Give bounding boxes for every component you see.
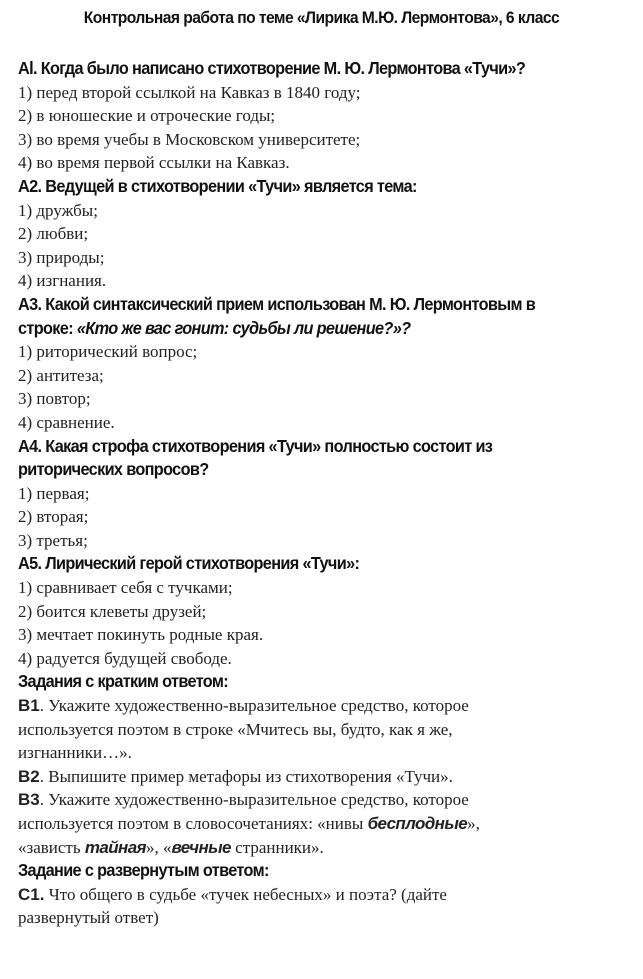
task-b2-label: В2 [18,766,40,786]
answer-option: 3) мечтает покинуть родные края. [18,625,264,645]
answer-option: 4) сравнение. [18,412,115,432]
emphasized-word: вечные [171,837,231,857]
task-b3-line3 [18,836,630,860]
question-a3-prefix: строке: [18,317,77,338]
task-b2-line1 [18,765,630,789]
task-b1-line2: используется поэтом в строке «Мчитесь вы, будто, как я же, [18,719,453,739]
task-b3-text: используется поэтом в словосочетаниях: «нивы [18,814,368,833]
answer-option: 1) сравнивает себя с тучками; [18,578,233,598]
question-a4-line2: риторических вопросов? [18,459,209,480]
answer-option: 3) природы; [18,247,105,267]
long-answer-header: Задание с развернутым ответом: [18,860,269,881]
worksheet-content [18,57,630,930]
question-a3-quote: «Кто же вас гонит: судьбы ли решение?»? [76,317,411,338]
question-a1: Al. Когда было написано стихотворение М. Ю. Лермонтова «Тучи»? [18,58,526,78]
task-c1-line2: развернутый ответ) [18,908,159,928]
task-b3-text: », « [145,837,172,857]
answer-option: 2) любви; [18,224,89,244]
task-b1-line3: изгнанники…». [18,743,132,763]
question-a2: А2. Ведущей в стихотворении «Тучи» является тема: [18,175,417,196]
question-a5: А5. Лирический герой стихотворения «Тучи»: [18,553,360,574]
answer-option: 4) радуется будущей свободе. [18,648,232,668]
page-title: Контрольная работа по теме «Лирика М.Ю. Лермонтова», 6 класс [83,8,560,27]
answer-option: 3) повтор; [18,389,91,409]
answer-option: 2) вторая; [18,507,89,527]
task-c1-line1 [18,883,630,907]
task-c1-label: С1. [18,884,45,904]
answer-option: 1) дружбы; [18,200,98,220]
answer-option: 1) перед второй ссылкой на Кавказ в 1840 году; [18,82,361,102]
emphasized-word: бесплодные [367,814,468,833]
task-b3-line2 [18,812,630,836]
short-answer-header: Задания с кратким ответом: [18,671,229,692]
task-b1-text: . Укажите художественно-выразительное средство, которое [39,696,469,716]
task-b3-text: «зависть [18,837,85,857]
answer-option: 1) первая; [18,483,90,503]
task-b2-text: . Выпишите пример метафоры из стихотворения «Тучи». [39,766,453,786]
answer-option: 2) антитеза; [18,365,104,385]
task-b3-label: В3 [18,790,40,810]
answer-option: 1) риторический вопрос; [18,342,198,362]
answer-option: 2) боится клеветы друзей; [18,601,207,621]
task-b1-label: В1 [18,696,40,716]
task-b3-text: », [467,814,480,833]
task-b1-line1 [18,694,630,718]
task-b3-text: странники». [230,837,324,857]
answer-option: 2) в юношеские и отроческие годы; [18,106,276,126]
emphasized-word: тайная [84,837,146,857]
question-a3-line2 [18,317,587,341]
answer-option: 4) изгнания. [18,271,107,291]
task-c1-text: Что общего в судьбе «тучек небесных» и поэта? (дайте [44,884,447,904]
question-a3-line1: А3. Какой синтаксический прием использован М. Ю. Лермонтовым в [18,293,536,314]
answer-option: 3) во время учебы в Московском университете; [18,129,361,149]
answer-option: 3) третья; [18,530,88,550]
question-a4-line1: А4. Какая строфа стихотворения «Тучи» полностью состоит из [18,435,493,456]
task-b3-line1 [18,788,630,812]
answer-option: 4) во время первой ссылки на Кавказ. [18,153,290,173]
task-b3-text: . Укажите художественно-выразительное средство, которое [39,790,469,810]
